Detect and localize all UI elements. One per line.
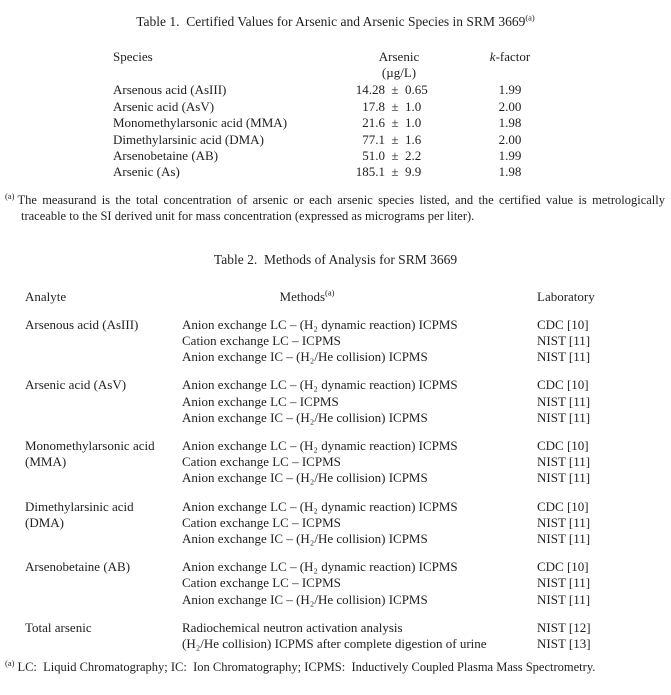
kfactor-rest: -factor [495, 49, 531, 64]
col-header-arsenic-units: (µg/L) [381, 65, 417, 81]
footnote-text: LC: Liquid Chromatography; IC: Ion Chromatography; ICPMS: Inductively Coupled Plasma Mass Spectrometry. [17, 660, 596, 675]
analyte-name: Total arsenic [25, 619, 92, 635]
analyte-name: Arsenobetaine (AB) [25, 559, 131, 575]
method-cell: Anion exchange LC – (H₂ dynamic reaction) ICPMS [182, 559, 458, 575]
method-row [182, 592, 665, 608]
table-row [113, 164, 668, 180]
k-factor-value: 2.00 [498, 98, 522, 114]
laboratory-cell: NIST [13] [537, 636, 591, 652]
col-header-laboratory: Laboratory [537, 288, 595, 304]
table-row [113, 99, 668, 115]
laboratory-cell: NIST [11] [537, 531, 591, 546]
method-row [182, 410, 665, 426]
table2 [25, 289, 665, 653]
method-cell: Anion exchange IC – (H₂/He collision) ICPMS [182, 470, 428, 486]
arsenic-value: 17.8 [362, 98, 385, 114]
method-row [182, 394, 665, 410]
method-cell: Anion exchange IC – (H₂/He collision) ICPMS [182, 349, 428, 365]
table1-header-row [113, 49, 668, 82]
k-factor-value: 1.99 [498, 82, 522, 98]
species-cell: Monomethylarsonic acid (MMA) [113, 115, 288, 131]
laboratory-cell: NIST [11] [537, 470, 591, 486]
arsenic-value: 185.1 [355, 164, 385, 180]
method-row [182, 349, 665, 365]
analyte-name-line2: (MMA) [25, 454, 67, 470]
analyte-group [25, 438, 665, 487]
col-header-arsenic [333, 49, 465, 82]
method-cell: Radiochemical neutron activation analysis [182, 619, 403, 635]
table1-title [0, 14, 671, 30]
table-row [113, 115, 668, 131]
plus-minus-sign: ± [391, 164, 399, 180]
method-row [182, 317, 665, 333]
arsenic-value: 51.0 [362, 147, 385, 163]
methods-header-text: Methods [279, 288, 326, 304]
laboratory-cell: CDC [10] [537, 316, 589, 332]
method-row [182, 620, 665, 636]
method-cell: Anion exchange LC – ICPMS [182, 393, 339, 409]
method-row [182, 377, 665, 393]
method-row [182, 636, 665, 652]
arsenic-value: 21.6 [362, 115, 385, 131]
methods-cell-group [182, 438, 665, 487]
table-row [113, 82, 668, 98]
table2-footnote [5, 660, 665, 676]
method-cell: Cation exchange LC – ICPMS [182, 332, 341, 348]
methods-cell-group [182, 499, 665, 548]
analyte-group [25, 499, 665, 548]
species-cell: Arsenous acid (AsIII) [113, 82, 227, 98]
methods-cell-group [182, 559, 665, 608]
laboratory-cell: NIST [11] [537, 393, 591, 409]
laboratory-cell: CDC [10] [537, 559, 589, 575]
arsenic-uncertainty: 0.65 [405, 82, 428, 98]
arsenic-uncertainty: 2.2 [405, 147, 422, 163]
plus-minus-sign: ± [391, 98, 399, 114]
table2-section [0, 252, 671, 677]
table-row [113, 132, 668, 148]
laboratory-cell: NIST [11] [537, 454, 591, 470]
species-cell: Arsenic (As) [113, 164, 180, 180]
method-row [182, 470, 665, 486]
method-cell: Cation exchange LC – ICPMS [182, 575, 341, 591]
col-header-methods [182, 289, 432, 305]
method-row [182, 559, 665, 575]
plus-minus-sign: ± [391, 115, 399, 131]
method-row [182, 531, 665, 547]
k-factor-value: 1.99 [498, 147, 522, 163]
analyte-name-line2: (DMA) [25, 514, 64, 530]
table1 [113, 49, 668, 181]
analyte-group [25, 377, 665, 426]
footnote-text: The measurand is the total concentration of arsenic or each arsenic species listed, and the certified value is metrologically traceable to the SI derived unit for mass concentration (expressed as micrograms per liter). [17, 192, 665, 223]
method-row [182, 499, 665, 515]
table1-title-text: Table 1. Certified Values for Arsenic and Arsenic Species in SRM 3669 [136, 14, 526, 29]
table2-title: Table 2. Methods of Analysis for SRM 3669 [213, 251, 458, 267]
laboratory-cell: NIST [11] [537, 591, 591, 607]
method-row [182, 333, 665, 349]
methods-cell-group [182, 317, 665, 366]
plus-minus-sign: ± [391, 147, 399, 163]
table-row [113, 148, 668, 164]
analyte-cell [25, 499, 182, 531]
k-factor-value: 1.98 [498, 115, 522, 131]
method-cell: (H₂/He collision) ICPMS after complete digestion of urine [182, 636, 487, 652]
method-row [182, 515, 665, 531]
plus-minus-sign: ± [391, 82, 399, 98]
analyte-group [25, 620, 665, 652]
arsenic-value: 77.1 [362, 131, 385, 147]
analyte-name: Monomethylarsonic acid [25, 437, 155, 453]
laboratory-cell: CDC [10] [537, 437, 589, 453]
arsenic-value: 14.28 [355, 82, 385, 98]
laboratory-cell: NIST [11] [537, 332, 591, 348]
species-cell: Dimethylarsinic acid (DMA) [113, 131, 264, 147]
method-row [182, 438, 665, 454]
method-cell: Anion exchange IC – (H₂/He collision) ICPMS [182, 531, 428, 546]
col-header-kfactor [465, 49, 555, 65]
methods-cell-group [182, 620, 665, 652]
laboratory-cell: CDC [10] [537, 498, 589, 514]
col-header-species: Species [113, 49, 153, 64]
table1-title-footnote-marker: (a) [525, 12, 535, 23]
table1-body [113, 82, 668, 180]
method-cell: Anion exchange LC – (H₂ dynamic reaction) ICPMS [182, 316, 458, 332]
analyte-cell [25, 438, 182, 470]
analyte-name: Arsenous acid (AsIII) [25, 316, 139, 332]
methods-cell-group [182, 377, 665, 426]
method-cell: Anion exchange LC – (H₂ dynamic reaction) ICPMS [182, 377, 458, 393]
laboratory-cell: NIST [11] [537, 514, 591, 530]
laboratory-cell: NIST [11] [537, 349, 591, 365]
analyte-name: Arsenic acid (AsV) [25, 377, 127, 393]
col-header-analyte: Analyte [25, 288, 67, 304]
species-cell: Arsenic acid (AsV) [113, 98, 215, 114]
k-factor-value: 1.98 [498, 164, 522, 180]
methods-header-footnote-marker: (a) [325, 287, 335, 298]
table1-footnote [5, 190, 665, 225]
analyte-cell [25, 317, 182, 333]
table2-header-row [25, 289, 665, 305]
method-row [182, 454, 665, 470]
method-cell: Cation exchange LC – ICPMS [182, 454, 341, 470]
laboratory-cell: NIST [12] [537, 619, 591, 635]
analyte-cell [25, 620, 182, 636]
method-row [182, 575, 665, 591]
analyte-name: Dimethylarsinic acid [25, 498, 134, 514]
arsenic-uncertainty: 1.0 [405, 115, 422, 131]
analyte-group [25, 559, 665, 608]
laboratory-cell: CDC [10] [537, 377, 589, 393]
laboratory-cell: NIST [11] [537, 409, 591, 425]
method-cell: Anion exchange LC – (H₂ dynamic reaction) ICPMS [182, 498, 458, 514]
laboratory-cell: NIST [11] [537, 575, 591, 591]
arsenic-uncertainty: 1.0 [405, 98, 422, 114]
analyte-cell [25, 377, 182, 393]
method-cell: Anion exchange IC – (H₂/He collision) ICPMS [182, 591, 428, 607]
col-header-arsenic-line1: Arsenic [378, 49, 420, 64]
method-cell: Cation exchange LC – ICPMS [182, 514, 341, 530]
analyte-cell [25, 559, 182, 575]
table1-section [0, 14, 671, 225]
analyte-group [25, 317, 665, 366]
method-cell: Anion exchange IC – (H₂/He collision) ICPMS [182, 409, 428, 425]
k-factor-value: 2.00 [498, 131, 522, 147]
kfactor-italic-k: k [489, 49, 496, 64]
species-cell: Arsenobetaine (AB) [113, 147, 219, 163]
method-cell: Anion exchange LC – (H₂ dynamic reaction) ICPMS [182, 437, 458, 453]
footnote-marker: (a) [5, 190, 15, 201]
footnote-marker: (a) [5, 658, 15, 669]
arsenic-uncertainty: 9.9 [405, 164, 422, 180]
arsenic-uncertainty: 1.6 [405, 131, 422, 147]
plus-minus-sign: ± [391, 131, 399, 147]
